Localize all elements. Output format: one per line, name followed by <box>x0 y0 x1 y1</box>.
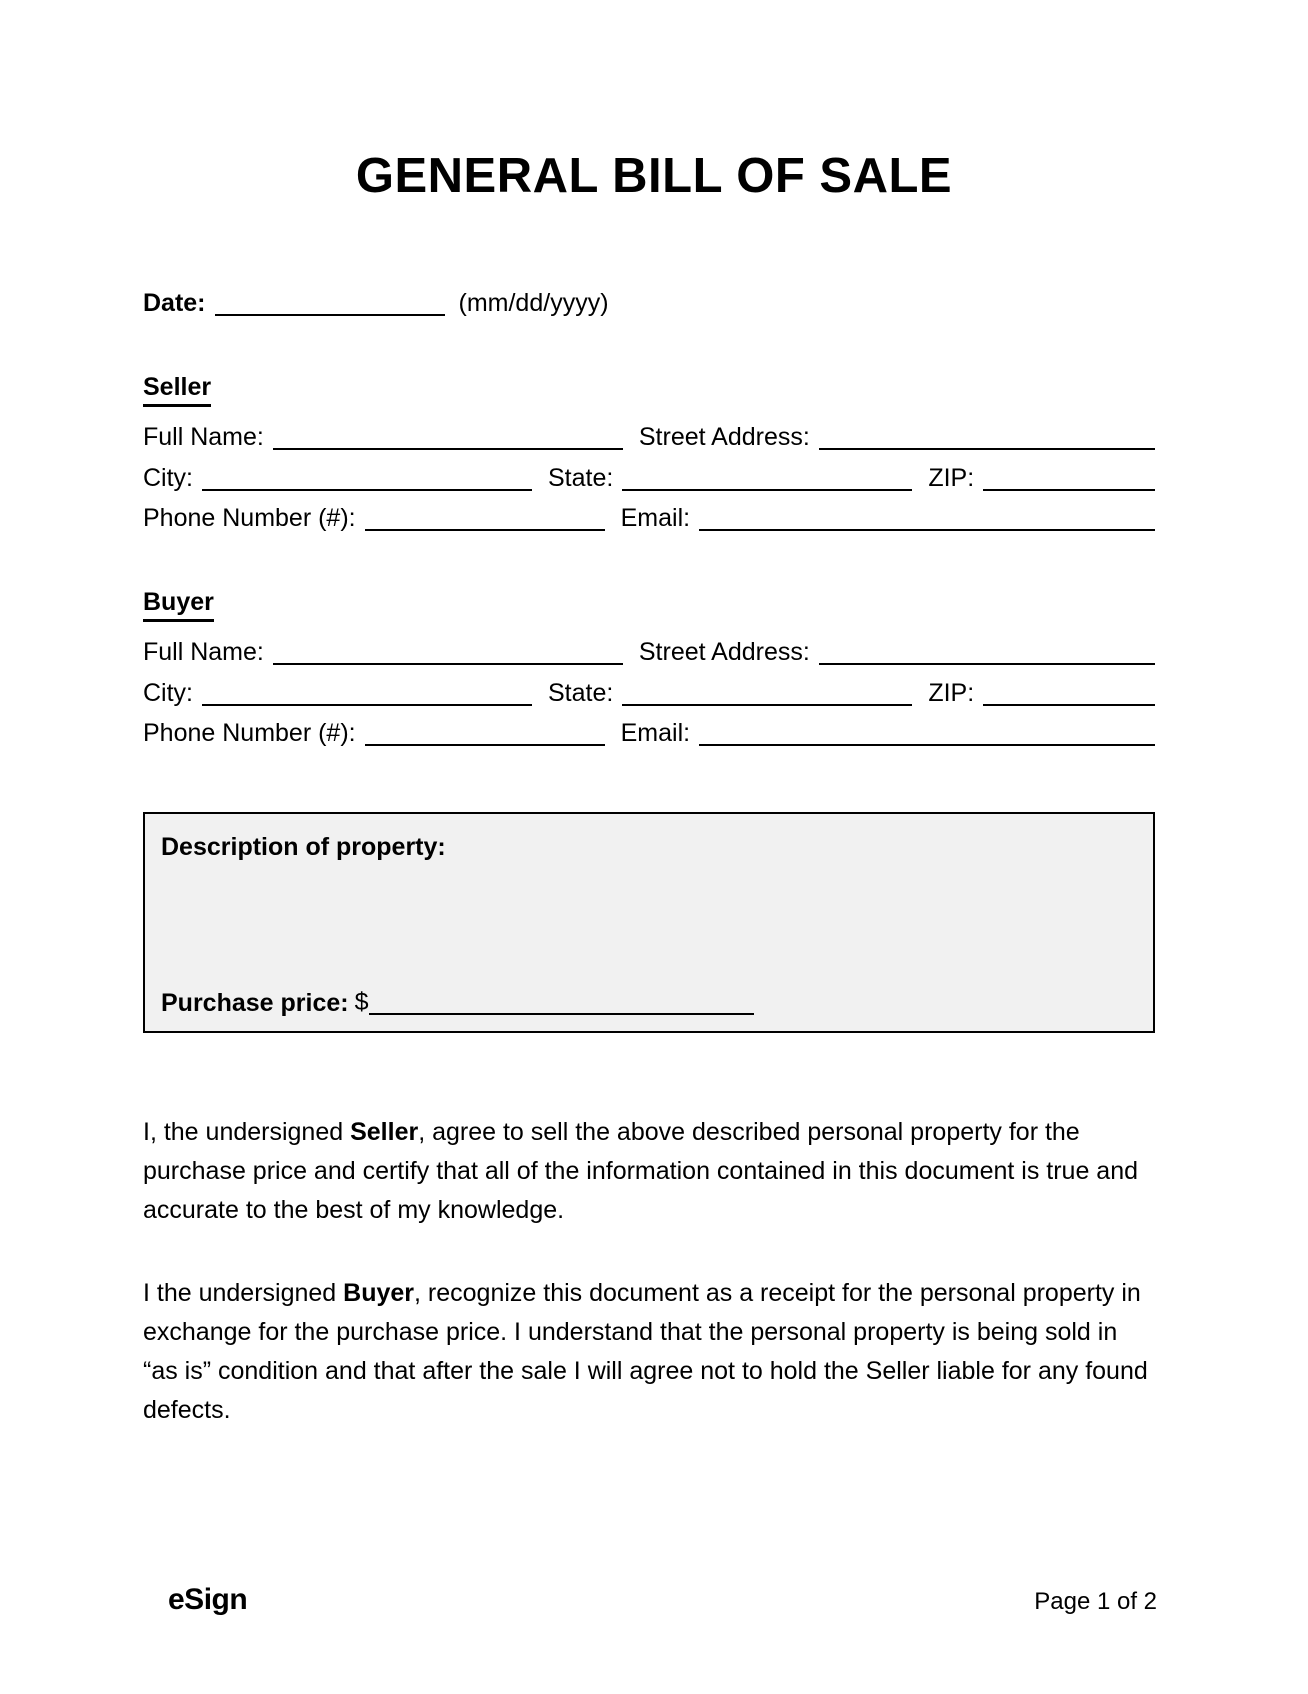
description-input-area[interactable] <box>161 863 1133 984</box>
seller-full-name-label: Full Name: <box>143 423 264 451</box>
purchase-price-input[interactable] <box>369 1001 754 1015</box>
description-label: Description of property: <box>161 833 446 861</box>
seller-clause-paragraph <box>143 1113 1151 1230</box>
seller-street-address-label: Street Address: <box>638 423 810 451</box>
seller-phone-label: Phone Number (#): <box>143 504 356 532</box>
buyer-heading: Buyer <box>143 587 214 622</box>
date-input[interactable] <box>215 302 445 316</box>
buyer-state-input[interactable] <box>622 692 912 706</box>
purchase-price-label: Purchase price: <box>161 989 349 1017</box>
buyer-full-name-input[interactable] <box>273 651 623 665</box>
seller-zip-input[interactable] <box>983 477 1155 491</box>
seller-clause-bold-term: Seller <box>350 1118 419 1146</box>
page-title: GENERAL BILL OF SALE <box>355 149 953 203</box>
seller-name-address-row <box>143 421 1155 453</box>
buyer-clause-paragraph <box>143 1274 1151 1430</box>
page-indicator: Page 1 of 2 <box>1034 1588 1157 1615</box>
buyer-clause-bold-term: Buyer <box>343 1279 415 1307</box>
buyer-zip-input[interactable] <box>983 692 1155 706</box>
buyer-full-name-label: Full Name: <box>143 638 264 666</box>
seller-street-address-input[interactable] <box>819 436 1155 450</box>
seller-city-state-zip-row <box>143 462 1155 494</box>
seller-state-label: State: <box>548 464 614 492</box>
seller-state-input[interactable] <box>622 477 912 491</box>
buyer-city-input[interactable] <box>202 692 532 706</box>
buyer-city-state-zip-row <box>143 677 1155 709</box>
seller-city-label: City: <box>143 464 193 492</box>
purchase-price-row <box>161 984 1133 1018</box>
currency-symbol: $ <box>354 988 369 1016</box>
esign-logo: eSign <box>168 1583 248 1616</box>
buyer-phone-label: Phone Number (#): <box>143 719 356 747</box>
date-format-hint: (mm/dd/yyyy) <box>458 289 609 317</box>
date-row <box>143 287 1155 319</box>
date-label: Date: <box>143 289 206 317</box>
buyer-email-label: Email: <box>620 719 691 747</box>
seller-heading: Seller <box>143 372 211 407</box>
seller-zip-label: ZIP: <box>928 464 975 492</box>
seller-clause-suffix: , agree to sell the above described personal property for the purchase price and certify that all of the information contained in this document is true and accurate to the best of my knowledge. <box>143 1118 1139 1224</box>
buyer-email-input[interactable] <box>699 732 1155 746</box>
buyer-phone-email-row <box>143 717 1155 749</box>
buyer-clause-prefix: I the undersigned <box>143 1279 344 1307</box>
buyer-name-address-row <box>143 636 1155 668</box>
property-description-box <box>143 812 1155 1033</box>
seller-city-input[interactable] <box>202 477 532 491</box>
buyer-clause-suffix: , recognize this document as a receipt for the personal property in exchange for the purchase price. I understand that the personal property is being sold in “as is” condition and that after the sale I will agree not to hold the Seller liable for any found defects. <box>143 1279 1148 1424</box>
buyer-phone-input[interactable] <box>365 732 605 746</box>
seller-clause-prefix: I, the undersigned <box>143 1118 351 1146</box>
buyer-zip-label: ZIP: <box>928 679 975 707</box>
buyer-street-address-label: Street Address: <box>638 638 810 666</box>
buyer-state-label: State: <box>548 679 614 707</box>
seller-email-input[interactable] <box>699 517 1155 531</box>
buyer-city-label: City: <box>143 679 193 707</box>
buyer-street-address-input[interactable] <box>819 651 1155 665</box>
seller-phone-input[interactable] <box>365 517 605 531</box>
seller-phone-email-row <box>143 502 1155 534</box>
seller-full-name-input[interactable] <box>273 436 623 450</box>
seller-email-label: Email: <box>620 504 691 532</box>
